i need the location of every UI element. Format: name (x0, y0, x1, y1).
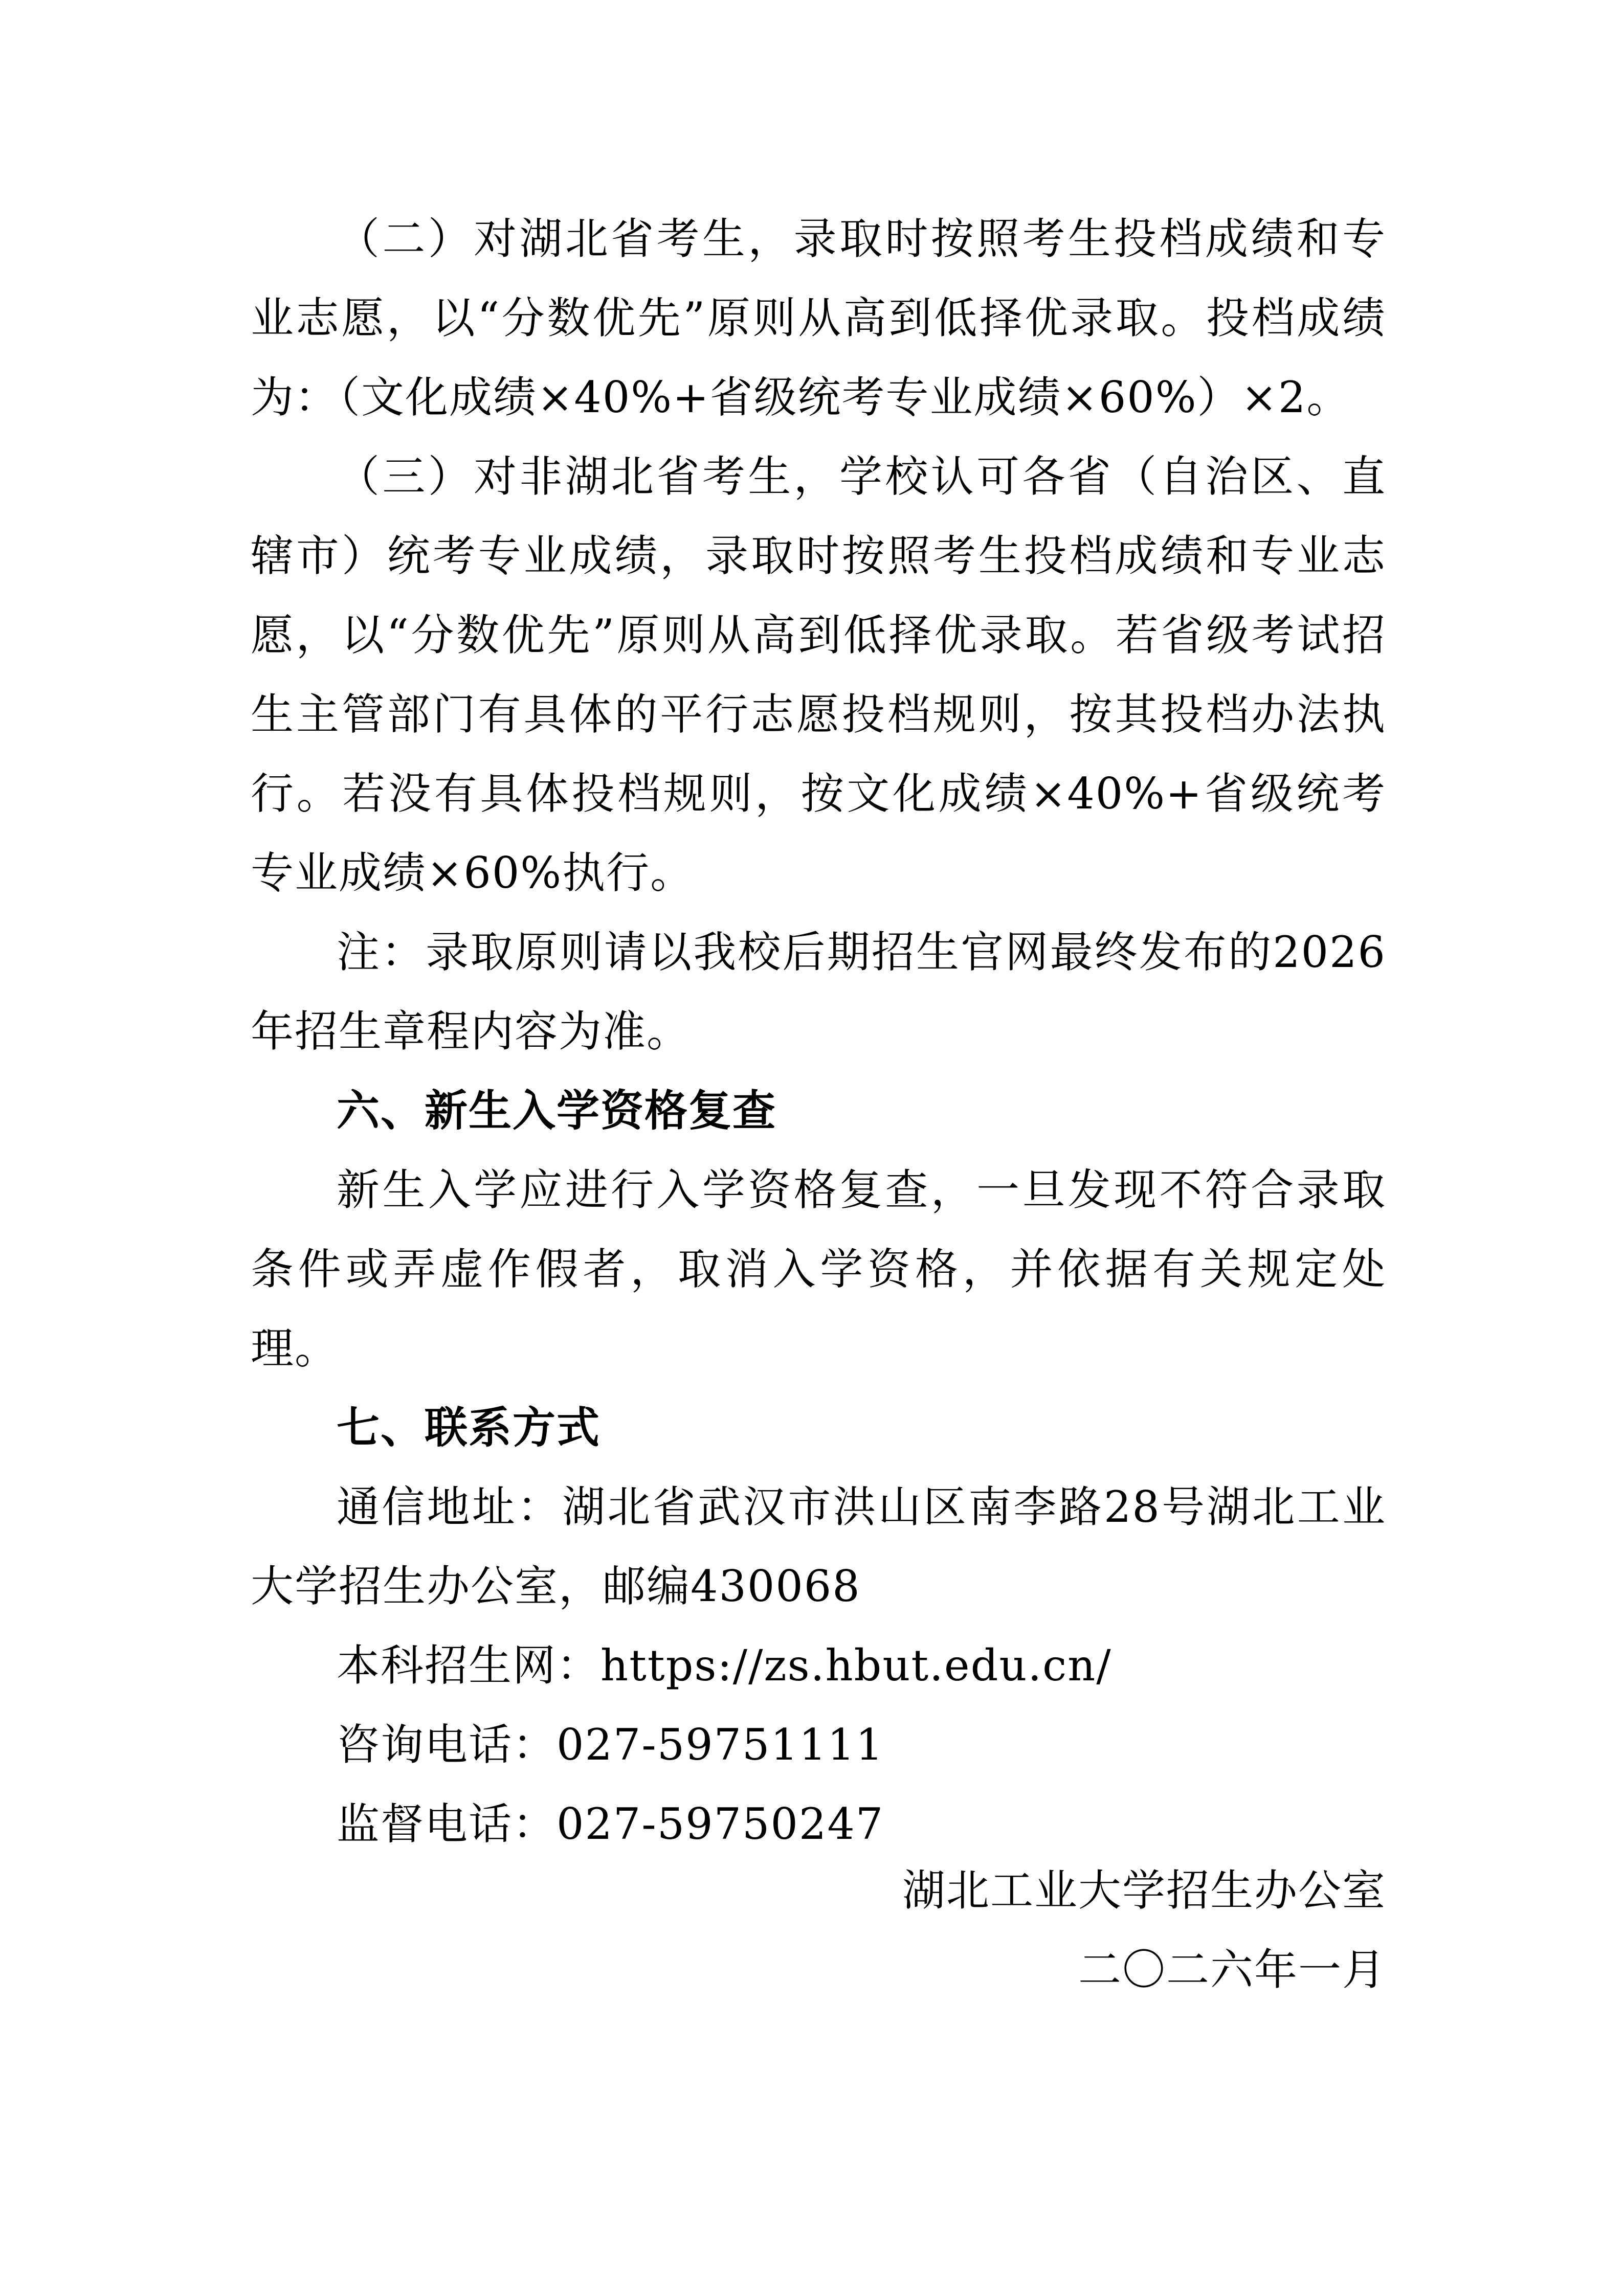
paragraph-requalification: 新生入学应进行入学资格复查，一旦发现不符合录取条件或弄虚作假者，取消入学资格，并依据有关规定处理。 (251, 1165, 1386, 1374)
contact-supervise-phone: 监督电话：027-59750247 (337, 1799, 884, 1849)
signature-date: 二〇二六年一月 (1078, 1945, 1386, 1995)
contact-website: 本科招生网：https://zs.hbut.edu.cn/ (337, 1640, 1112, 1691)
paragraph-non-hubei-admission: （三）对非湖北省考生，学校认可各省（自治区、直辖市）统考专业成绩，录取时按照考生投档成绩和专业志愿，以“分数优先”原则从高到低择优录取。若省级考试招生主管部门有具体的平行志愿投档规则，按其投档办法执行。若没有具体投档规则，按文化成绩×40%+省级统考专业成绩×60%执行。 (251, 452, 1386, 898)
section-heading-contact: 七、联系方式 (337, 1403, 601, 1453)
signature-block (902, 1851, 1386, 2010)
contact-address: 通信地址：湖北省武汉市洪山区南李路28号湖北工业大学招生办公室，邮编430068 (251, 1482, 1386, 1611)
paragraph-hubei-admission: （二）对湖北省考生，录取时按照考生投档成绩和专业志愿，以“分数优先”原则从高到低择优录取。投档成绩为：（文化成绩×40%+省级统考专业成绩×60%）×2。 (251, 214, 1386, 422)
paragraph-note: 注：录取原则请以我校后期招生官网最终发布的2026年招生章程内容为准。 (251, 927, 1386, 1056)
contact-consult-phone: 咨询电话：027-59751111 (337, 1720, 884, 1770)
document-body (251, 199, 1386, 1864)
signature-org: 湖北工业大学招生办公室 (902, 1865, 1386, 1916)
section-heading-requalification: 六、新生入学资格复查 (337, 1086, 777, 1136)
